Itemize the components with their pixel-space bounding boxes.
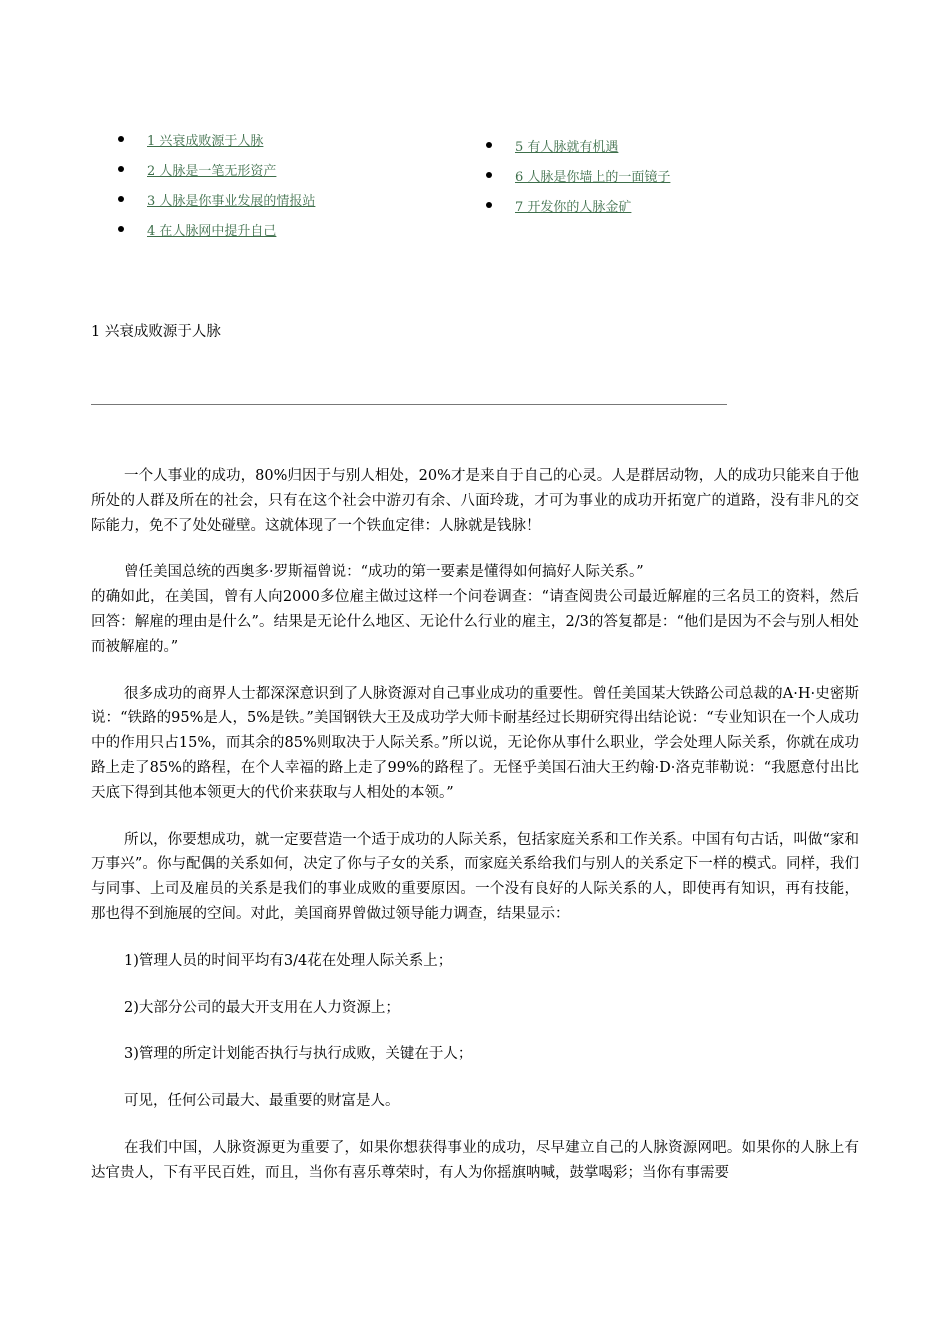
bullet-icon xyxy=(118,226,124,232)
paragraph: 很多成功的商界人士都深深意识到了人脉资源对自己事业成功的重要性。曾任美国某大铁路公司总裁的A·H·史密斯说：“铁路的95%是人，5%是铁。”美国钢铁大王及成功学大师卡耐基经过长期研究得出结论说：“专业知识在一个人成功中的作用只占15%，而其余的85%则取决于人际关系。”所以说，无论你从事什么职业，学会处理人际关系，你就在成功路上走了85%的路程，在个人幸福的路上走了99%的路程了。无怪乎美国石油大王约翰·D·洛克菲勒说：“我愿意付出比天底下得到其他本领更大的代价来获取与人相处的本领。” xyxy=(91,685,859,801)
paragraph: 曾任美国总统的西奥多·罗斯福曾说：“成功的第一要素是懂得如何搞好人际关系。” xyxy=(124,564,644,581)
toc-item[interactable] xyxy=(118,184,486,214)
toc-item[interactable] xyxy=(118,214,486,244)
toc-link-4[interactable]: 4 在人脉网中提升自己 xyxy=(147,223,277,239)
paragraph: 所以，你要想成功，就一定要营造一个适于成功的人际关系，包括家庭关系和工作关系。中国有句古话，叫做“家和万事兴”。你与配偶的关系如何，决定了你与子女的关系，而家庭关系给我们与别人的关系定下一样的模式。同样，我们与同事、上司及雇员的关系是我们的事业成败的重要原因。一个没有良好的人际关系的人，即使再有知识，再有技能，那也得不到施展的空间。对此，美国商界曾做过领导能力调查，结果显示： xyxy=(91,831,859,922)
toc-link-7[interactable]: 7 开发你的人脉金矿 xyxy=(515,199,632,215)
horizontal-divider xyxy=(91,404,727,405)
section-heading: 1 兴衰成败源于人脉 xyxy=(91,324,221,340)
toc-link-1[interactable]: 1 兴衰成败源于人脉 xyxy=(147,133,264,149)
toc-item[interactable] xyxy=(118,124,486,154)
toc-item[interactable] xyxy=(486,190,670,220)
list-item: 2)大部分公司的最大开支用在人力资源上； xyxy=(124,999,400,1016)
list-item: 1)管理人员的时间平均有3/4花在处理人际关系上； xyxy=(124,952,453,969)
toc-link-3[interactable]: 3 人脉是你事业发展的情报站 xyxy=(147,193,316,209)
paragraph: 一个人事业的成功，80%归因于与别人相处，20%才是来自于自己的心灵。人是群居动物，人的成功只能来自于他所处的人群及所在的社会，只有在这个社会中游刃有余、八面玲珑，才可为事业的成功开拓宽广的道路，没有非凡的交际能力，免不了处处碰壁。这就体现了一个铁血定律：人脉就是钱脉！ xyxy=(91,468,859,534)
toc-link-6[interactable]: 6 人脉是你墙上的一面镜子 xyxy=(515,169,671,185)
toc-column-left xyxy=(118,124,486,244)
toc-item[interactable] xyxy=(486,130,670,160)
bullet-icon xyxy=(486,142,492,148)
toc-column-right xyxy=(486,130,670,244)
bullet-icon xyxy=(118,166,124,172)
toc-item[interactable] xyxy=(486,160,670,190)
bullet-icon xyxy=(118,196,124,202)
list-item: 3)管理的所定计划能否执行与执行成败，关键在于人； xyxy=(124,1046,473,1063)
bullet-icon xyxy=(118,136,124,142)
article-body xyxy=(91,464,859,1208)
paragraph: 在我们中国，人脉资源更为重要了，如果你想获得事业的成功，尽早建立自己的人脉资源网吧。如果你的人脉上有达官贵人，下有平民百姓，而且，当你有喜乐尊荣时，有人为你摇旗呐喊，鼓掌喝彩；当你有事需要 xyxy=(91,1139,859,1181)
toc-link-2[interactable]: 2 人脉是一笔无形资产 xyxy=(147,163,277,179)
bullet-icon xyxy=(486,172,492,178)
paragraph: 可见，任何公司最大、最重要的财富是人。 xyxy=(124,1093,400,1110)
toc-item[interactable] xyxy=(118,154,486,184)
table-of-contents xyxy=(118,124,878,244)
bullet-icon xyxy=(486,202,492,208)
paragraph: 的确如此，在美国，曾有人向2000多位雇主做过这样一个问卷调查：“请查阅贵公司最近解雇的三名员工的资料，然后回答：解雇的理由是什么”。结果是无论什么地区、无论什么行业的雇主，2/3的答复都是：“他们是因为不会与别人相处而被解雇的。” xyxy=(91,589,859,655)
toc-link-5[interactable]: 5 有人脉就有机遇 xyxy=(515,139,619,155)
